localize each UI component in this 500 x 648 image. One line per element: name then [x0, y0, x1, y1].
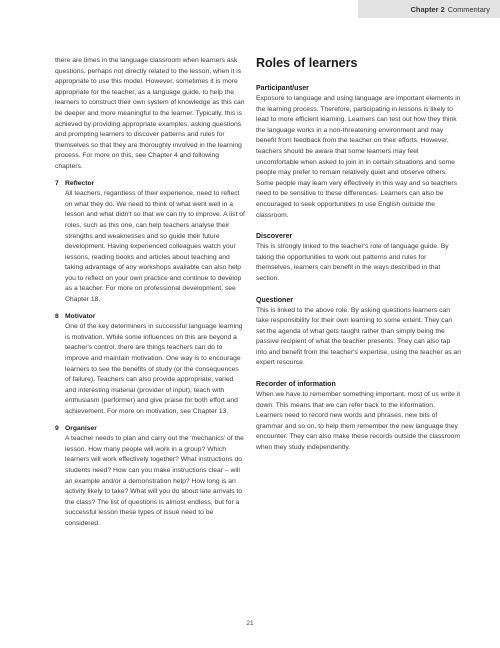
section-label: Commentary [447, 4, 490, 14]
section-title: Roles of learners [256, 56, 358, 70]
page-number: 21 [246, 620, 254, 627]
list-item-organiser [55, 424, 245, 530]
item-number: 9 [55, 424, 59, 432]
item-text: One of the key determiners in successful language learning is motivation. While some influences on this are beyond a teacher's control, there are things teachers can do to improve and maintain motivation. One way is to encourage learners to see the benefits of study (or the consequences of failure). Teachers can also provide appropriate, varied and interesting material (provider of input), teach with enthusiasm (performer) and give praise for both effort and achievement. For more on motivation, see Chapter 13. [65, 323, 243, 415]
right-column [256, 56, 462, 454]
item-text: A teacher needs to plan and carry out the 'mechanics' of the lesson. How many people will work in a group? Which learners will work effectively together? What instructions do students need? How can you make instructions clear – will an example and/or a demonstration help? How long is an activity likely to take? What will you do about late arrivals to the class? The list of questions is almost endless, but for a successful lesson these types of issue need to be considered. [65, 435, 244, 527]
item-text: All teachers, regardless of their experience, need to reflect on what they do. We need to think of what went well in a lesson and what didn't so that we can try to improve. A list of roles, such as this one, can help teachers analyse their strengths and weaknesses and so guide their future development. Having experienced colleagues watch your lessons, reading books and articles about teaching and taking advantage of any workshops available can also help you to reflect on your own practice and continue to develop as a teacher. For more on professional development, see Chapter 18. [65, 190, 245, 304]
item-heading: Motivator [65, 312, 96, 320]
item-number: 8 [55, 312, 59, 320]
subheading-recorder: Recorder of information [256, 381, 336, 389]
chapter-label: Chapter 2 [410, 4, 445, 14]
intro-paragraph: there are times in the language classroom when learners ask questions, perhaps not directly related to the lesson, when it is appropriate to use this model. However, sometimes it is more appropriate for the teacher, as a language guide, to help the learners to construct their own system of knowledge as this can be deeper and more meaningful to the learner. Typically, this is achieved by providing appropriate examples, asking questions and prompting learners to discover patterns and rules for themselves so that they are thoroughly involved in the learning process. For more on this, see Chapter 4 and following chapters. [55, 57, 245, 170]
paragraph-questioner: This is linked to the above role. By asking questions learners can take responsibility for their own learning to some extent. They can set the agenda of what gets taught rather than simply being the passive recipient of what the teacher presents. They can also tap into and benefit from the teacher's expertise, using the teacher as an expert resource. [256, 306, 462, 367]
paragraph-discoverer: This is strongly linked to the teacher's role of language guide. By taking the opportunities to work out patterns and rules for themselves, learners can benefit in the ways described in that section. [256, 243, 449, 282]
paragraph-participant: Exposure to language and using language are important elements in the learning process. Therefore, participating in lessons is likely to lead to more efficient learning. Learners can test out how they think the language works in a non-threatening environment and may benefit from feedback from the teacher on their efforts. However, teachers should be aware that some learners may feel uncomfortable when asked to join in in certain situations and some people may prefer to remain relatively quiet and observe others. Some people may learn very effectively in this way and so teachers need to be sensitive to these differences. Learners can also be encouraged to seek opportunities to use English outside the classroom. [256, 95, 461, 219]
list-item-motivator [55, 312, 245, 418]
item-number: 7 [55, 179, 59, 187]
item-heading: Organiser [65, 424, 97, 432]
subheading-discoverer: Discoverer [256, 233, 293, 241]
subheading-participant: Participant/user [256, 85, 309, 92]
running-header [358, 0, 500, 18]
left-column [55, 56, 245, 530]
paragraph-recorder: When we have to remember something important, most of us write it down. This means that we can refer back to the information. Learners need to record new words and phrases, new bits of grammar and so on, to help them remember the new language they encounter. They can also make these records outside the classroom when they study independently. [256, 391, 461, 452]
list-item-reflector [55, 179, 245, 306]
subheading-questioner: Questioner [256, 296, 293, 304]
item-heading: Reflector [65, 179, 95, 187]
